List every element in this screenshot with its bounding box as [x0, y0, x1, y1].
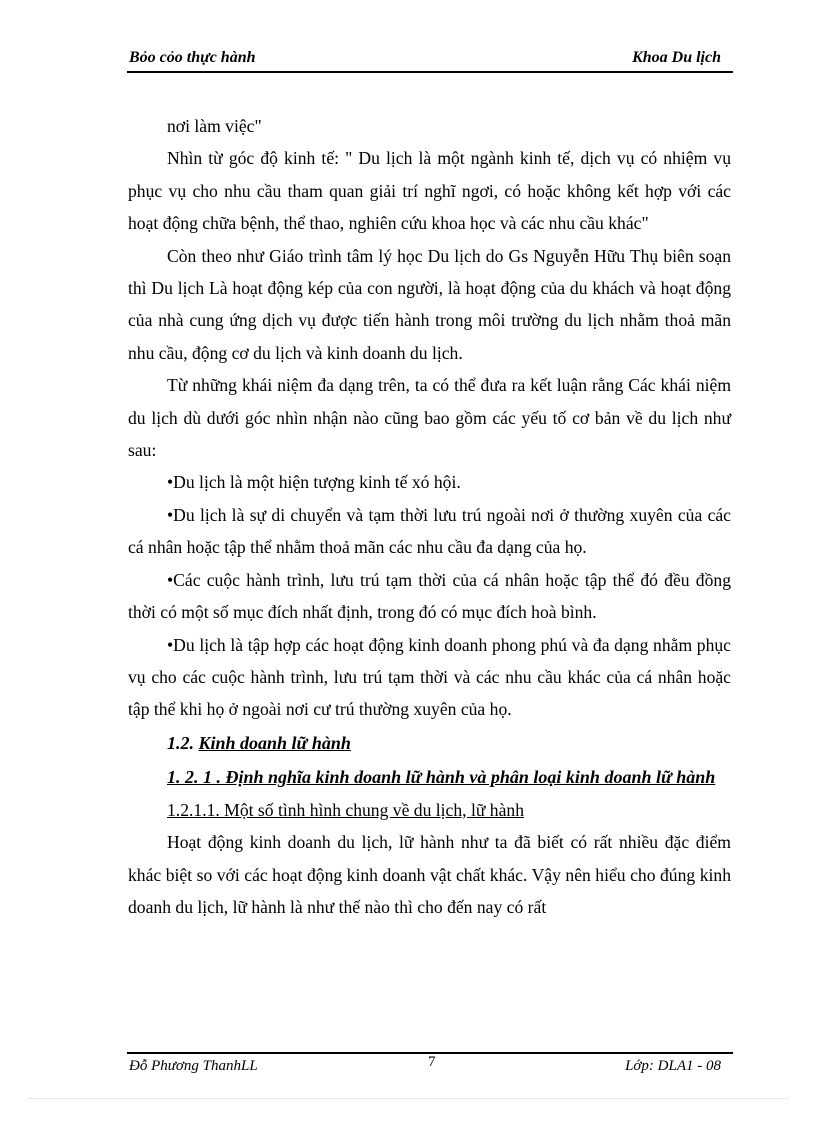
document-body — [128, 110, 731, 923]
paragraph: Hoạt động kinh doanh du lịch, lữ hành như ta đã biết có rất nhiều đặc điểm khác biệt so với các hoạt động kinh doanh vật chất khác. Vậy nên hiểu cho đúng kinh doanh du lịch, lữ hành là như thế nào thì cho đến nay có rất — [128, 832, 731, 917]
paragraph: Nhìn từ góc độ kinh tế: " Du lịch là một ngành kinh tế, dịch vụ có nhiệm vụ phục vụ cho nhu cầu tham quan giải trí nghĩ ngơi, có hoặc không kết hợp với các hoạt động chữa bệnh, thể thao, nghiên cứu khoa học và các nhu cầu khác" — [128, 148, 731, 234]
bullet-item: •Du lịch là một hiện tượng kinh tế xó hội. — [167, 472, 461, 493]
bullet-item: •Các cuộc hành trình, lưu trú tạm thời của cá nhân hoặc tập thể đó đều đồng thời có một số mục đích nhất định, trong đó có mục đích hoà bình. — [128, 569, 731, 623]
footer-class: Lớp: DLA1 - 08 — [625, 1058, 721, 1074]
page-footer — [127, 1052, 733, 1074]
section-heading-1-2-1-1: 1.2.1.1. Một số tình hình chung về du lịch, lữ hành — [167, 799, 524, 820]
page-header — [127, 49, 733, 73]
footer-author: Đỗ Phương ThanhLL — [129, 1058, 258, 1074]
paragraph: nơi làm việc" — [167, 116, 262, 136]
paragraph: Còn theo như Giáo trình tâm lý học Du lịch do Gs Nguyễn Hữu Thụ biên soạn thì Du lịch Là hoạt động kép của con người, là hoạt động của du khách và hoạt động của nhà cung ứng dịch vụ được tiến hành trong môi trường du lịch nhằm thoả mãn nhu cầu, động cơ du lịch và kinh doanh du lịch. — [128, 245, 731, 363]
section-title: Kinh doanh lữ hành — [198, 732, 351, 753]
header-faculty: Khoa Du lịch — [632, 49, 721, 66]
bullet-item: •Du lịch là tập hợp các hoạt động kinh doanh phong phú và đa dạng nhằm phục vụ cho các cuộc hành trình, lưu trú tạm thời và các nhu cầu khác của cá nhân hoặc tập thể khi họ ở ngoài nơi cư trú thường xuyên của họ. — [128, 634, 731, 720]
bullet-item: •Du lịch là sự di chuyển và tạm thời lưu trú ngoài nơi ở thường xuyên của các cá nhân hoặc tập thể nhằm thoả mãn các nhu cầu đa dạng của họ. — [128, 504, 731, 558]
section-heading-1-2-1: 1. 2. 1 . Định nghĩa kinh doanh lữ hành và phân loại kinh doanh lữ hành — [167, 766, 716, 787]
section-number: 1.2. — [167, 732, 199, 753]
page-number: 7 — [428, 1054, 436, 1070]
section-heading-1-2 — [128, 726, 731, 760]
page-bottom-dotted-divider — [28, 1098, 788, 1099]
header-report-title: Bỏo cỏo thực hành — [129, 49, 256, 66]
paragraph: Từ những khái niệm đa dạng trên, ta có thể đưa ra kết luận rằng Các khái niệm du lịch dù dưới góc nhìn nhận nào cũng bao gồm các yếu tố cơ bản về du lịch như sau: — [128, 375, 731, 461]
